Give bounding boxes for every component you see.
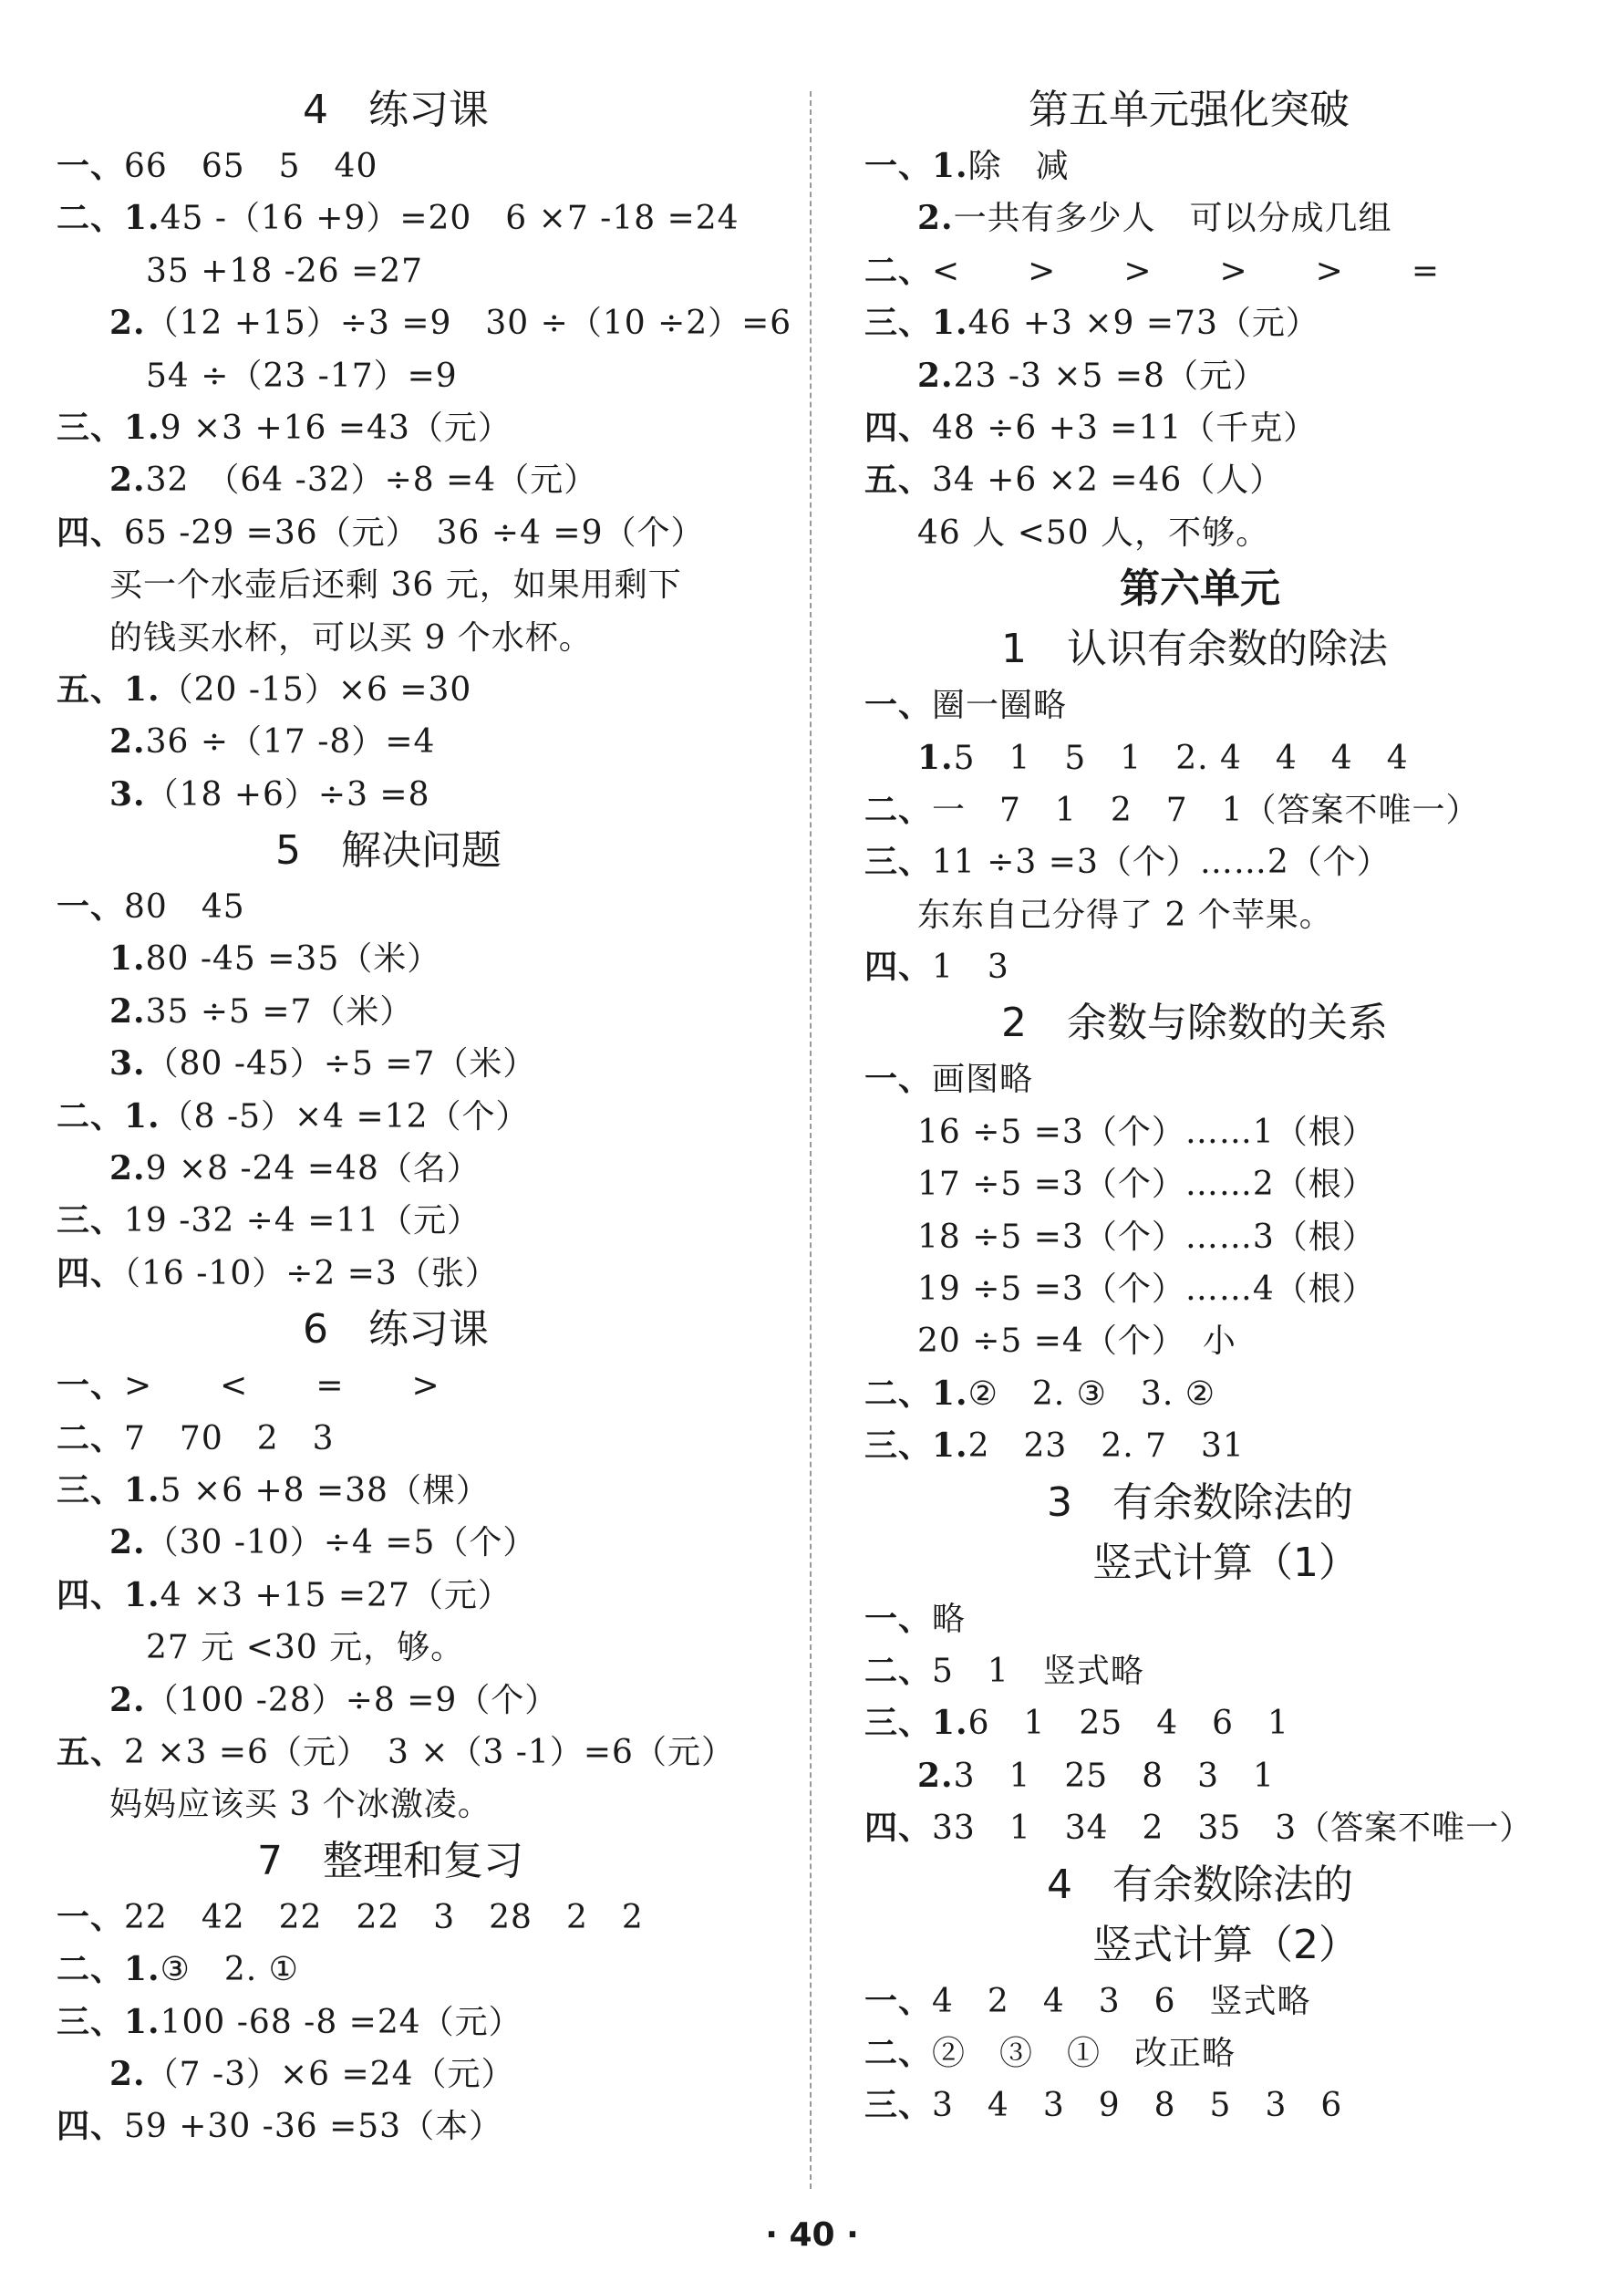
answer-text: 妈妈应该买 3 个冰激凌。 — [109, 1786, 491, 1824]
answer-line — [57, 140, 786, 192]
answer-text: 除 减 — [967, 148, 1070, 185]
answer-line — [57, 2100, 786, 2152]
question-number: 2. — [109, 991, 146, 1031]
answer-text: 一共有多少人 可以分成几组 — [953, 200, 1392, 238]
question-number: 二、1. — [864, 1374, 968, 1413]
answer-line — [57, 1727, 786, 1779]
answer-line — [57, 612, 786, 664]
answer-line — [57, 986, 786, 1038]
answer-line — [57, 1944, 786, 1996]
answer-text: （20 -15）×6 =30 — [160, 670, 472, 709]
answer-text: 80 -45 =35（米） — [145, 940, 441, 979]
answer-text: （7 -3）×6 =24（元） — [145, 2055, 515, 2093]
answer-line — [864, 2028, 1594, 2079]
answer-line — [864, 297, 1594, 349]
section-heading: 第五单元强化突破 — [1029, 87, 1350, 133]
section-heading: 4 有余数除法的 — [1047, 1861, 1353, 1908]
section-heading: 第六单元 — [1120, 565, 1280, 613]
answer-line — [57, 245, 786, 297]
answer-text: 16 ÷5 =3（个）……1（根） — [917, 1113, 1376, 1151]
question-number: 3. — [109, 774, 146, 814]
answer-text: 的钱买水杯，可以买 9 个水杯。 — [109, 618, 593, 657]
section-heading: 4 练习课 — [303, 87, 489, 133]
answer-line — [57, 402, 786, 454]
answer-text: 略 — [932, 1600, 967, 1638]
answer-line — [864, 1976, 1594, 2028]
answer-text: 9 ×8 -24 =48（名） — [145, 1150, 481, 1188]
answer-text: ② 2. ③ 3. ② — [967, 1374, 1215, 1413]
answer-line — [864, 1211, 1594, 1263]
answer-line — [864, 679, 1594, 731]
answer-line — [57, 933, 786, 985]
answer-line — [57, 559, 786, 611]
answer-text: 35 +18 -26 =27 — [146, 252, 424, 290]
answer-line — [57, 1413, 786, 1465]
question-number: 二、 — [864, 1651, 933, 1690]
answer-text: 36 ÷（17 -8）=4 — [145, 723, 436, 762]
answer-line — [864, 1053, 1594, 1105]
answer-text: > < = > — [124, 1367, 440, 1405]
answer-text: 22 42 22 22 3 28 2 2 — [124, 1898, 644, 1936]
question-number: 2. — [109, 722, 146, 762]
question-number: 二、 — [864, 251, 933, 290]
answer-line — [57, 350, 786, 402]
answer-line — [864, 192, 1594, 244]
answer-line — [57, 769, 786, 821]
question-number: 五、 — [57, 1732, 125, 1771]
answer-line — [57, 1622, 786, 1674]
answer-text: 46 人 <50 人，不够。 — [917, 513, 1270, 552]
answer-text: 11 ÷3 =3（个）……2（个） — [932, 844, 1391, 882]
answer-line — [864, 1368, 1594, 1420]
answer-line — [864, 1750, 1594, 1802]
question-number: 一、1. — [864, 147, 968, 185]
answer-text: 18 ÷5 =3（个）……3（根） — [917, 1218, 1376, 1256]
left-column — [57, 80, 792, 2153]
answer-text: 45 -（16 +9）=20 6 ×7 -18 =24 — [160, 200, 740, 238]
question-number: 四、 — [57, 2107, 125, 2146]
answer-line — [57, 1675, 786, 1727]
section-heading: 7 整理和复习 — [257, 1837, 523, 1884]
section-heading: 5 解决问题 — [275, 827, 502, 875]
question-number: 3. — [109, 1044, 146, 1084]
section-heading: 竖式计算（1） — [1092, 1539, 1359, 1586]
answer-text: 19 -32 ÷4 =11（元） — [124, 1202, 481, 1240]
answer-text: 画图略 — [932, 1061, 1034, 1099]
answer-line — [864, 245, 1594, 297]
answer-text: （16 -10）÷2 =3（张） — [124, 1254, 499, 1292]
question-number: 三、 — [864, 2086, 933, 2125]
answer-text: 80 45 — [124, 888, 245, 927]
answer-line — [864, 1106, 1594, 1158]
answer-text: 20 ÷5 =4（个） 小 — [917, 1322, 1236, 1361]
answer-text: 27 元 <30 元，够。 — [146, 1629, 465, 1667]
question-number: 二、 — [864, 2033, 933, 2072]
section-heading: 2 余数与除数的关系 — [1001, 1000, 1388, 1047]
answer-text: 19 ÷5 =3（个）……4（根） — [917, 1270, 1376, 1309]
answer-text: 54 ÷（23 -17）=9 — [146, 357, 458, 395]
answer-line — [864, 2079, 1594, 2131]
answer-line — [57, 664, 786, 716]
answer-line — [57, 507, 786, 559]
answer-line — [864, 1697, 1594, 1749]
question-number: 二、1. — [57, 1950, 160, 1989]
question-number: 三、1. — [57, 408, 160, 447]
answer-text: 2 23 2. 7 31 — [967, 1427, 1245, 1466]
question-number: 2. — [109, 304, 146, 343]
question-number: 四、 — [57, 1253, 125, 1292]
answer-line — [57, 1892, 786, 1944]
question-number: 2. — [109, 1680, 146, 1719]
question-number: 三、 — [57, 1201, 125, 1240]
answer-text: 3 1 25 8 3 1 — [953, 1757, 1275, 1795]
answer-text: 6 1 25 4 6 1 — [967, 1705, 1289, 1743]
answer-text: （80 -45）÷5 =7（米） — [145, 1045, 537, 1084]
answer-line — [57, 1038, 786, 1090]
answer-line — [57, 881, 786, 933]
question-number: 一、 — [57, 1366, 125, 1405]
question-number: 四、 — [57, 513, 125, 552]
answer-line — [864, 1158, 1594, 1210]
question-number: 2. — [917, 1756, 954, 1795]
question-number: 五、1. — [57, 669, 160, 709]
answer-line — [57, 454, 786, 506]
question-number: 二、1. — [57, 1096, 160, 1136]
answer-text: 9 ×3 +16 =43（元） — [160, 409, 512, 447]
answer-text: 圈一圈略 — [932, 687, 1068, 725]
question-number: 三、 — [864, 843, 933, 882]
answer-line — [864, 350, 1594, 402]
answer-text: 5 1 竖式略 — [932, 1652, 1144, 1690]
question-number: 四、1. — [57, 1575, 160, 1614]
section-heading: 1 认识有余数的除法 — [1001, 626, 1388, 673]
answer-line — [57, 1570, 786, 1622]
question-number: 三、1. — [864, 1704, 968, 1743]
answer-line — [57, 1779, 786, 1830]
answer-line — [864, 784, 1594, 836]
answer-line — [864, 507, 1594, 559]
answer-line — [57, 1360, 786, 1412]
question-number: 四、 — [864, 408, 933, 447]
answer-text: 7 70 2 3 — [124, 1419, 335, 1457]
answer-text: 46 +3 ×9 =73（元） — [967, 305, 1319, 343]
question-number: 2. — [109, 2054, 146, 2093]
answer-text: 48 ÷6 +3 =11（千克） — [932, 409, 1318, 447]
question-number: 一、 — [864, 1060, 933, 1099]
answer-line — [864, 140, 1594, 192]
answer-line — [864, 1315, 1594, 1367]
answer-text: （18 +6）÷3 =8 — [145, 775, 430, 814]
answer-line — [864, 836, 1594, 888]
answer-text: 33 1 34 2 35 3（答案不唯一） — [932, 1810, 1534, 1848]
question-number: 三、1. — [864, 304, 968, 343]
answer-line — [864, 402, 1594, 454]
question-number: 一、 — [57, 1897, 125, 1936]
answer-text: ② ③ ① 改正略 — [932, 2034, 1236, 2072]
answer-text: 17 ÷5 =3（个）……2（根） — [917, 1166, 1376, 1204]
question-number: 1. — [917, 738, 954, 777]
answer-line — [57, 297, 792, 349]
question-number: 二、 — [57, 1418, 125, 1457]
page-number: · 40 · — [765, 2216, 859, 2254]
question-number: 一、 — [57, 887, 125, 927]
question-number: 二、1. — [57, 199, 160, 238]
answer-text: 一 7 1 2 7 1（答案不唯一） — [932, 791, 1480, 829]
answer-text: 5 ×6 +8 =38（棵） — [160, 1471, 490, 1509]
question-number: 一、 — [864, 1981, 933, 2020]
column-divider — [810, 91, 812, 2189]
answer-line — [57, 2048, 786, 2100]
section-heading: 3 有余数除法的 — [1047, 1478, 1353, 1526]
answer-line — [864, 941, 1594, 993]
answer-text: （12 +15）÷3 =9 30 ÷（10 ÷2）=6 — [145, 305, 792, 343]
question-number: 四、 — [864, 948, 933, 987]
question-number: 四、 — [864, 1809, 933, 1848]
answer-line — [57, 1091, 786, 1143]
section-heading: 6 练习课 — [303, 1306, 489, 1353]
answer-line — [57, 1517, 786, 1569]
question-number: 2. — [109, 461, 146, 500]
section-heading: 竖式计算（2） — [1092, 1921, 1359, 1968]
answer-text: 34 +6 ×2 =46（人） — [932, 462, 1284, 500]
answer-line — [57, 192, 786, 244]
answer-line — [864, 1802, 1594, 1854]
answer-text: 1 3 — [932, 949, 1009, 987]
answer-line — [57, 1996, 786, 2048]
question-number: 三、1. — [864, 1426, 968, 1466]
answer-text: 5 1 5 1 2. 4 4 4 4 — [953, 739, 1409, 777]
answer-line — [864, 454, 1594, 506]
answer-text: （100 -28）÷8 =9（个） — [145, 1681, 559, 1719]
question-number: 一、 — [864, 1599, 933, 1638]
answer-line — [57, 1465, 786, 1517]
question-number: 2. — [109, 1523, 146, 1562]
answer-line — [57, 1143, 786, 1195]
right-column — [864, 80, 1594, 2132]
question-number: 二、 — [864, 790, 933, 829]
answer-text: < > > > > = — [932, 252, 1441, 290]
answer-text: 买一个水壶后还剩 36 元，如果用剩下 — [109, 566, 682, 605]
question-number: 2. — [109, 1149, 146, 1188]
answer-text: 4 2 4 3 6 竖式略 — [932, 1982, 1311, 2020]
answer-text: ③ 2. ① — [160, 1951, 299, 1989]
answer-text: （8 -5）×4 =12（个） — [160, 1097, 530, 1136]
question-number: 2. — [917, 199, 954, 238]
question-number: 一、 — [57, 147, 125, 185]
question-number: 五、 — [864, 461, 933, 500]
question-number: 一、 — [864, 686, 933, 725]
answer-text: （30 -10）÷4 =5（个） — [145, 1524, 537, 1562]
answer-text: 32 （64 -32）÷8 =4（元） — [145, 462, 598, 500]
answer-text: 59 +30 -36 =53（本） — [124, 2108, 503, 2146]
answer-text: 东东自己分得了 2 个苹果。 — [917, 896, 1333, 934]
question-number: 1. — [109, 939, 146, 979]
answer-text: 66 65 5 40 — [124, 148, 378, 185]
answer-line — [864, 1593, 1594, 1645]
answer-text: 23 -3 ×5 =8（元） — [953, 357, 1267, 395]
question-number: 2. — [917, 356, 954, 395]
answer-line — [57, 716, 786, 768]
answer-line — [864, 1420, 1594, 1472]
answer-text: 4 ×3 +15 =27（元） — [160, 1576, 512, 1614]
answer-line — [864, 889, 1594, 941]
answer-text: 65 -29 =36（元） 36 ÷4 =9（个） — [124, 513, 705, 552]
answer-line — [57, 1248, 786, 1300]
answer-line — [864, 1263, 1594, 1315]
question-number: 三、1. — [57, 2002, 160, 2041]
answer-text: 3 4 3 9 8 5 3 6 — [932, 2087, 1343, 2125]
question-number: 三、1. — [57, 1470, 160, 1509]
answer-text: 2 ×3 =6（元） 3 ×（3 -1）=6（元） — [124, 1733, 735, 1771]
answer-line — [864, 1645, 1594, 1697]
answer-text: 100 -68 -8 =24（元） — [160, 2003, 522, 2041]
answer-line — [57, 1195, 786, 1247]
answer-line — [864, 732, 1594, 784]
answer-text: 35 ÷5 =7（米） — [145, 992, 414, 1031]
